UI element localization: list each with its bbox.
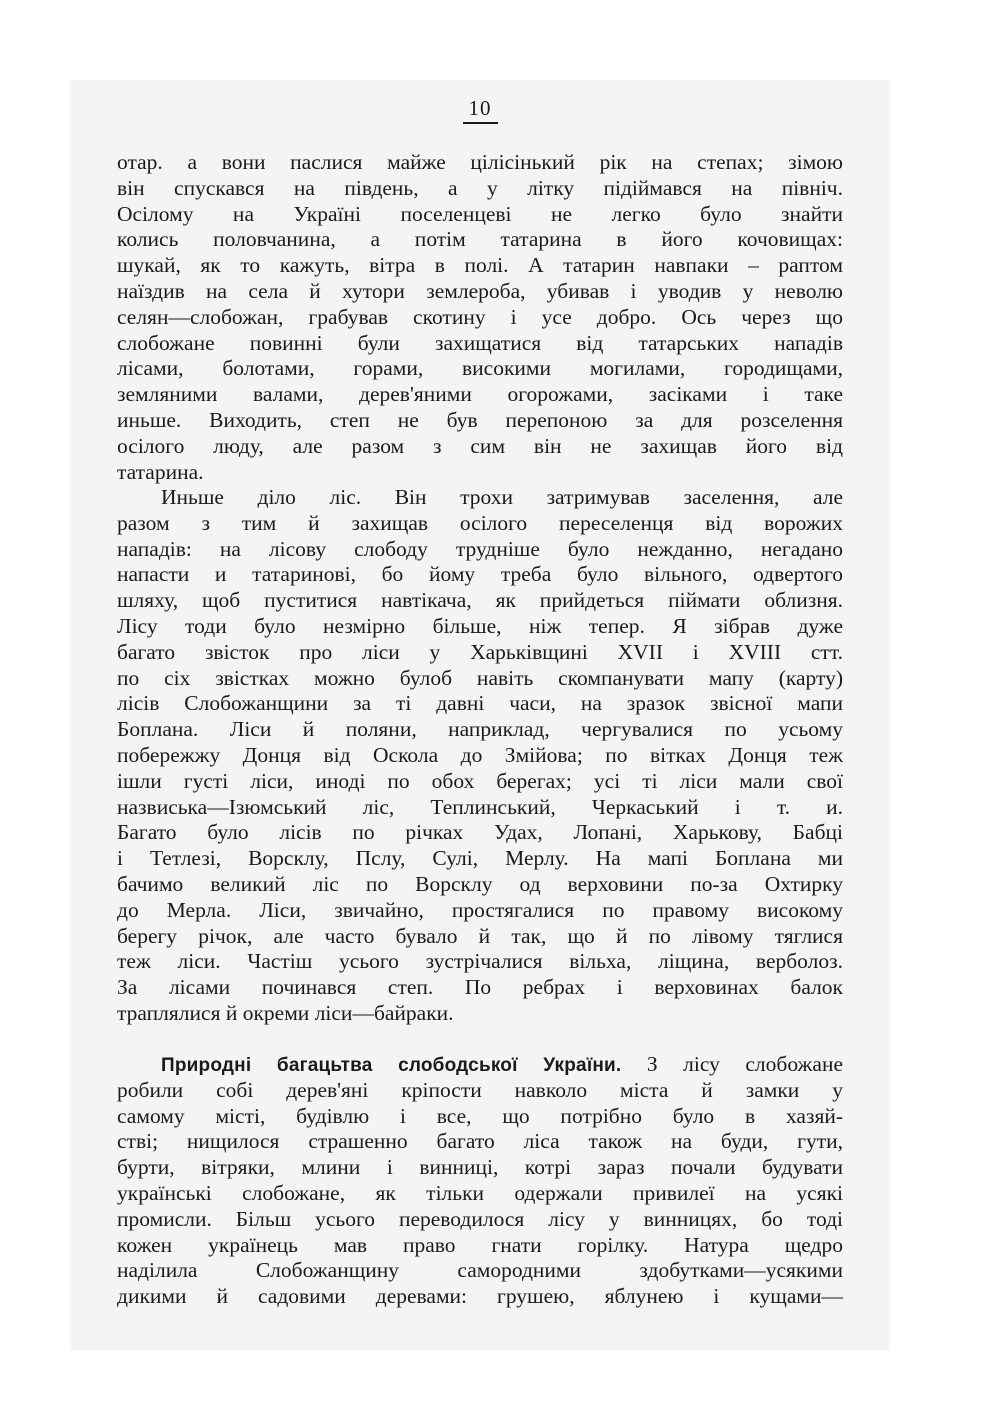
text-line: траплялися й окреми ліси—байраки. — [117, 1000, 454, 1025]
text-line: кожен українець мав право гнати горілку. Натура щедро — [117, 1232, 843, 1257]
text-line: дикими й садовими деревами: грушею, яблунею і кущами— — [117, 1284, 843, 1309]
text-line: лісами, болотами, горами, високими могилами, городищами, — [117, 356, 843, 381]
text-line: За лісами починався степ. По ребрах і верховинах балок — [117, 975, 843, 1000]
text-line: стві; нищилося страшенно багато ліса також на буди, гути, — [117, 1129, 843, 1154]
text-line: ішли густі ліси, иноді по обох берегах; усі ті ліси мали свої — [117, 768, 843, 793]
paragraph-2 — [117, 485, 843, 1027]
text-line: нападів: на лісову слободу трудніше було нежданно, негадано — [117, 536, 843, 561]
text-line: иньше. Виходить, степ не був перепоною за для розселення — [117, 407, 843, 432]
text-line: Багато було лісів по річках Удах, Лопані, Харькову, Бабці — [117, 820, 843, 845]
text-line: побережжу Донця від Оскола до Змійова; по вітках Донця теж — [117, 742, 843, 767]
text-line: самому місті, будівлю і все, що потрібно було в хазяй- — [117, 1103, 843, 1128]
section-heading-line — [117, 1052, 843, 1078]
page-number: 10 — [0, 96, 960, 124]
text-line: назвиська—Ізюмський ліс, Теплинський, Черкаський і т. и. — [117, 794, 843, 819]
text-line: земляними валами, дерев'яними огорожами, засіками і таке — [117, 382, 843, 407]
text-line: багато звісток про ліси у Харьківщині XVII і XVIII стт. — [117, 639, 843, 664]
text-line: робили собі дерев'яні кріпости навколо міста й замки у — [117, 1077, 843, 1102]
text-fragment: З лісу слобожане — [646, 1052, 843, 1076]
text-line: він спускався на південь, а у літку підіймався на північ. — [117, 175, 843, 200]
text-line: отар. а вони паслися майже цілісінький рік на степах; зімою — [117, 150, 843, 174]
text-line: напасти и татаринові, бо йому треба було вільного, одвертого — [117, 562, 843, 587]
text-line: Иньше діло ліс. Він трохи затримував заселення, але — [161, 485, 843, 509]
text-line: слобожане повинні були захищатися від татарських нападів — [117, 330, 843, 355]
text-line: Осілому на Україні поселенцеві не легко було знайти — [117, 201, 843, 226]
text-line: бурти, вітряки, млини і винниці, котрі зараз почали будувати — [117, 1155, 843, 1180]
text-line: до Мерла. Ліси, звичайно, простягалися по правому високому — [117, 897, 843, 922]
text-line: бачимо великий ліс по Ворсклу од верховини по-за Охтирку — [117, 871, 843, 896]
text-line: українські слобожане, як тільки одержали привилеї на усякі — [117, 1180, 843, 1205]
text-line: лісів Слобожанщини за ті давні часи, на зразок звісної мапи — [117, 691, 843, 716]
text-line: по сіх звістках можно булоб навіть скомпанувати мапу (карту) — [117, 665, 843, 690]
paragraph-3 — [117, 1052, 843, 1310]
section-heading: Природні багацьтва слободської України. — [161, 1055, 622, 1076]
text-line: промисли. Більш усього переводилося лісу у винницях, бо тоді — [117, 1206, 843, 1231]
text-line: селян—слобожан, грабував скотину і усе добро. Ось через що — [117, 304, 843, 329]
text-line: колись половчанина, а потім татарина в його кочовищах: — [117, 227, 843, 252]
text-line: наділила Слобожанщину самородними здобутками—усякими — [117, 1258, 843, 1283]
text-line: берегу річок, але часто бувало й так, що й по лівому тяглися — [117, 923, 843, 948]
text-line: Лісу тоди було незмірно більше, ніж тепер. Я зібрав дуже — [117, 613, 843, 638]
text-line: і Тетлезі, Ворсклу, Пслу, Сулі, Мерлу. На мапі Боплана ми — [117, 846, 843, 871]
text-line: шукай, як то кажуть, вітра в полі. А татарин навпаки – раптом — [117, 253, 843, 278]
text-line: наїздив на села й хутори землероба, убивав і уводив у неволю — [117, 278, 843, 303]
text-line: разом з тим й захищав осілого переселенця від ворожих — [117, 510, 843, 535]
text-line: татарина. — [117, 459, 204, 484]
text-line: осілого люду, але разом з сим він не захищав його від — [117, 433, 843, 458]
text-line: теж ліси. Частіш усього зустрічалися вільха, ліщина, верболоз. — [117, 949, 843, 974]
text-line: Боплана. Ліси й поляни, наприклад, чергувалися по усьому — [117, 717, 843, 742]
paragraph-1 — [117, 150, 843, 485]
text-line: шляху, щоб пуститися навтікача, як прийдеться піймати облизня. — [117, 588, 843, 613]
